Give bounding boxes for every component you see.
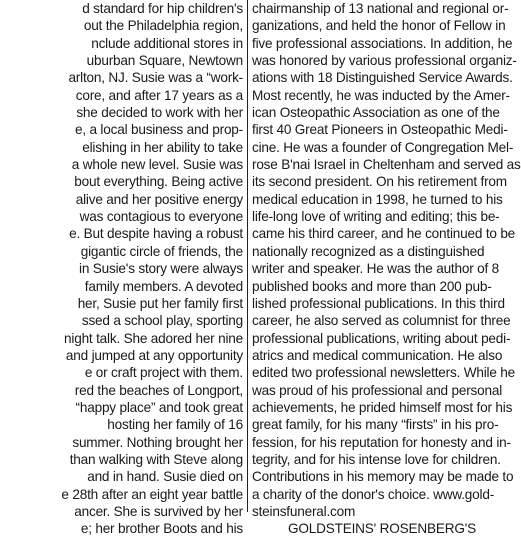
text-line: atrics and medical communication. He also — [252, 347, 503, 363]
text-line: was contagious to everyone — [79, 209, 243, 225]
text-line: in Susie's story were always — [79, 261, 243, 277]
text-line: e. But despite having a robust — [69, 226, 243, 242]
text-line: e 28th after an eight year battle — [61, 486, 243, 502]
text-line: cine. He was a founder of Congregation Mel- — [252, 139, 514, 155]
text-line: fession, for his reputation for honesty and in- — [252, 434, 511, 450]
text-line: e or craft project with them. — [84, 365, 243, 381]
text-line: chairmanship of 13 national and regional or- — [252, 1, 509, 16]
text-line: ancer. She is survived by her — [74, 503, 243, 519]
text-line: gigantic circle of friends, the — [80, 243, 243, 259]
text-line: published books and more than 200 pub- — [252, 278, 492, 294]
text-line: was proud of his professional and personal — [252, 382, 503, 398]
obituary-body-right — [252, 0, 521, 520]
text-line: nclude additional stores in — [91, 35, 243, 51]
text-line: bout everything. Being active — [74, 174, 243, 190]
text-line: elishing in her ability to take — [82, 139, 243, 155]
obituary-column-left — [0, 0, 243, 538]
text-line: Most recently, he was inducted by the Amer- — [252, 87, 510, 103]
obituary-column-right — [252, 0, 521, 538]
text-line: “happy place” and took great — [75, 399, 243, 415]
text-line: writer and speaker. He was the author of 8 — [252, 261, 500, 277]
text-line: first 40 Great Pioneers in Osteopathic Medi- — [252, 122, 508, 138]
text-line: career, he also served as columnist for three — [252, 313, 511, 329]
text-line: than walking with Steve along — [69, 451, 243, 467]
text-line: her, Susie put her family first — [77, 295, 243, 311]
text-line: uburban Square, Newtown — [86, 53, 243, 69]
text-line: ations with 18 Distinguished Service Awards. — [252, 70, 513, 86]
text-line: lished professional publications. In this third — [252, 295, 505, 311]
text-line: great family, for his many “firsts” in his pro- — [252, 417, 499, 433]
text-line: achievements, he prided himself most for his — [252, 399, 513, 415]
text-line: rose B'nai Israel in Cheltenham and served as — [252, 157, 521, 173]
text-line: life-long love of writing and editing; this be- — [252, 209, 500, 225]
text-line: e, a local business and prop- — [74, 122, 243, 138]
text-line: ssed a school play, sporting — [81, 313, 243, 329]
text-line: a charity of the donor's choice. www.gold- — [252, 486, 495, 502]
text-line: and jumped at any opportunity — [65, 347, 243, 363]
text-line: tegrity, and for his intense love for children. — [252, 451, 501, 467]
text-line: professional publications, writing about pedi- — [252, 330, 511, 346]
column-divider — [247, 0, 248, 512]
text-line: ganizations, and held the honor of Fellow in — [252, 18, 506, 34]
text-line: hosting her family of 16 — [107, 417, 243, 433]
text-line: medical education in 1998, he turned to his — [252, 191, 503, 207]
text-line: a whole new level. Susie was — [71, 157, 243, 173]
text-line: Contributions in his memory may be made to — [252, 469, 514, 485]
text-line: d standard for hip children's — [82, 1, 243, 16]
text-line: came his third career, and he continued to be — [252, 226, 516, 242]
text-line: ican Osteopathic Association as one of the — [252, 105, 500, 121]
text-line: e; her brother Boots and his — [80, 521, 243, 537]
text-line: arlton, NJ. Susie was a “work- — [68, 70, 243, 86]
text-line: red the beaches of Longport, — [74, 382, 243, 398]
text-line: was honored by various professional organiz- — [252, 53, 517, 69]
text-line: night talk. She adored her nine — [64, 330, 243, 346]
text-line: steinsfuneral.com — [252, 503, 356, 519]
text-line: nationally recognized as a distinguished — [252, 243, 485, 259]
text-line: core, and after 17 years as a — [75, 87, 243, 103]
text-line: summer. Nothing brought her — [72, 434, 243, 450]
text-line: its second president. On his retirement from — [252, 174, 507, 190]
text-line: alive and her positive energy — [75, 191, 243, 207]
text-line: and in hand. Susie died on — [87, 469, 243, 485]
text-line: edited two professional newsletters. While he — [252, 365, 516, 381]
text-line: out the Philadelphia region, — [83, 18, 243, 34]
text-line: she decided to work with her — [76, 105, 243, 121]
text-line: family members. A devoted — [84, 278, 243, 294]
funeral-home-heading: GOLDSTEINS' ROSENBERG'S — [288, 521, 476, 537]
text-line: five professional associations. In addition, he — [252, 35, 513, 51]
